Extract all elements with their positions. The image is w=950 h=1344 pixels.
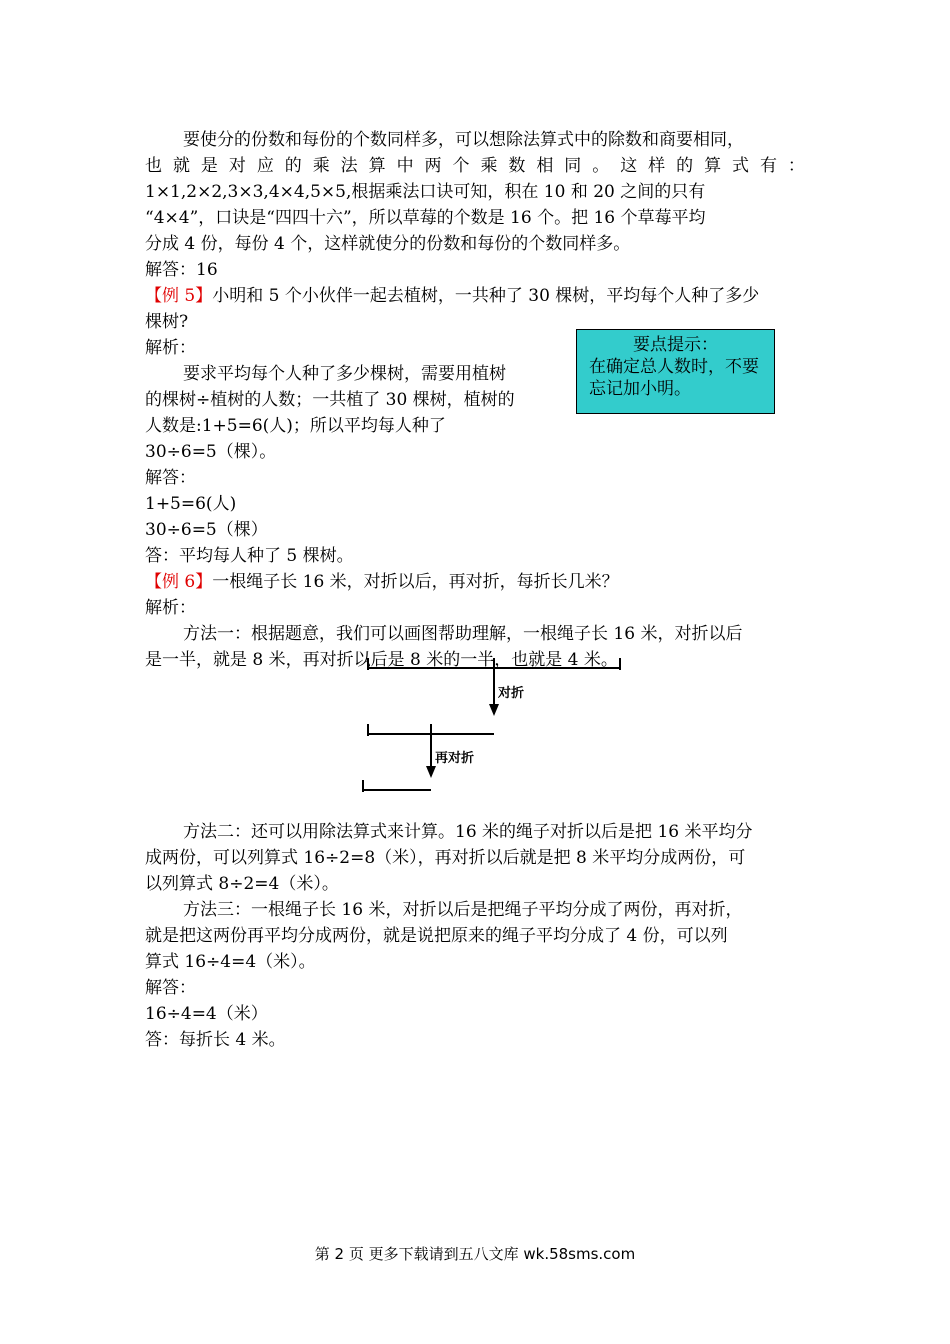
justified-char: 这 (620, 156, 638, 176)
paragraph1-line4: “4×4”，口诀是“四四十六”，所以草莓的个数是 16 个。把 16 个草莓平均 (145, 208, 706, 228)
key-point-tip-box (576, 329, 775, 414)
example5-analysis-line4: 30÷6=5（棵）。 (145, 442, 277, 462)
example6-question-text: 一根绳子长 16 米，对折以后，再对折，每折长几米？ (212, 572, 619, 592)
tip-body: 在确定总人数时，不要忘记加小明。 (589, 357, 759, 399)
method2-line1: 方法二：还可以用除法算式来计算。16 米的绳子对折以后是把 16 米平均分 (183, 822, 753, 842)
justified-char: 就 (172, 156, 190, 176)
answer1: 解答：16 (145, 260, 218, 280)
tip-title: 要点提示： (633, 335, 718, 355)
example5-answer-line2: 30÷6=5（棵） (145, 520, 268, 540)
justified-char: 对 (228, 156, 246, 176)
method3-line2: 就是把这两份再平均分成两份，就是说把原来的绳子平均分成了 4 份，可以列 (145, 926, 728, 946)
justified-char: 。 (592, 156, 610, 176)
justified-char: 中 (396, 156, 414, 176)
justified-char: 应 (256, 156, 274, 176)
justified-char: 乘 (480, 156, 498, 176)
justified-char: 法 (340, 156, 358, 176)
example5-analysis-label: 解析： (145, 338, 196, 358)
example5-tag: 【例 5】 (145, 286, 213, 306)
example5-question-line1 (145, 283, 759, 309)
paragraph1-line2-justified (145, 153, 805, 179)
example5-analysis-line2: 的棵树÷植树的人数；一共植了 30 棵树，植树的 (145, 390, 515, 410)
paragraph1-line5: 分成 4 份，每份 4 个，这样就使分的份数和每份的个数同样多。 (145, 234, 631, 254)
example6-answer-line1: 16÷4=4（米） (145, 1004, 268, 1024)
example6-analysis-label: 解析： (145, 598, 196, 618)
example5-question-line2: 棵树? (145, 312, 189, 332)
justified-char: 个 (452, 156, 470, 176)
method2-line2: 成两份，可以列算式 16÷2=8（米），再对折以后就是把 8 米平均分成两份，可 (145, 848, 746, 868)
method3-line3: 算式 16÷4=4（米）。 (145, 952, 316, 972)
example5-analysis-line3: 人数是:1+5=6(人)；所以平均每人种了 (145, 416, 446, 436)
example6-question (145, 569, 619, 595)
example6-answer-label: 解答： (145, 978, 196, 998)
page-footer: 第 2 页 更多下载请到五八文库 wk.58sms.com (314, 1245, 636, 1263)
rope-folding-diagram (355, 650, 635, 800)
justified-char: 的 (676, 156, 694, 176)
example5-question-text: 小明和 5 个小伙伴一起去植树，一共种了 30 棵树，平均每个人种了多少 (212, 286, 760, 306)
method2-line3: 以列算式 8÷2=4（米）。 (145, 874, 339, 894)
example5-answer-label: 解答： (145, 468, 196, 488)
fold-label-2: 再对折 (435, 751, 475, 766)
example5-analysis-line1: 要求平均每个人种了多少棵树，需要用植树 (183, 364, 506, 384)
example5-answer-line3: 答：平均每人种了 5 棵树。 (145, 546, 354, 566)
method1-line2: 是一半，就是 8 米，再对折以后是 8 米的一半，也就是 4 米。 (145, 650, 618, 670)
example5-answer-line1: 1+5=6(人) (145, 494, 237, 514)
justified-char: ： (787, 156, 805, 176)
paragraph1-line3: 1×1,2×2,3×3,4×4,5×5,根据乘法口诀可知，积在 10 和 20 之间的只有 (145, 182, 706, 202)
justified-char: 的 (284, 156, 302, 176)
method3-line1: 方法三：一根绳子长 16 米，对折以后是把绳子平均分成了两份，再对折， (183, 900, 743, 920)
example6-answer-line2: 答：每折长 4 米。 (145, 1030, 286, 1050)
fold-label-1: 对折 (498, 686, 525, 701)
justified-char: 式 (732, 156, 750, 176)
justified-char: 也 (145, 156, 162, 176)
method1-line1: 方法一：根据题意，我们可以画图帮助理解，一根绳子长 16 米，对折以后 (183, 624, 743, 644)
justified-char: 算 (704, 156, 722, 176)
paragraph1-line1: 要使分的份数和每份的个数同样多，可以想除法算式中的除数和商要相同， (183, 130, 744, 150)
example6-tag: 【例 6】 (145, 572, 213, 592)
justified-char: 有 (759, 156, 777, 176)
justified-char: 同 (564, 156, 582, 176)
justified-char: 数 (508, 156, 526, 176)
justified-char: 算 (368, 156, 386, 176)
justified-char: 是 (200, 156, 218, 176)
justified-char: 样 (648, 156, 666, 176)
justified-char: 两 (424, 156, 442, 176)
justified-char: 乘 (312, 156, 330, 176)
justified-char: 相 (536, 156, 554, 176)
